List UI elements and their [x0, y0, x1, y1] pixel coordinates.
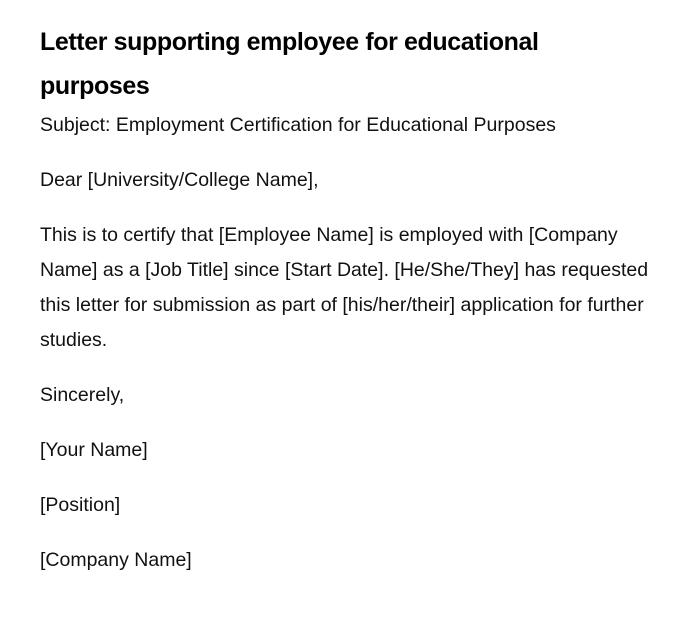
closing: Sincerely,	[40, 384, 125, 406]
signature-position: [Position]	[40, 494, 121, 516]
letter-document	[40, 20, 650, 598]
signature-name: [Your Name]	[40, 439, 148, 461]
signature-company: [Company Name]	[40, 549, 192, 571]
subject-line: Subject: Employment Certification for Educational Purposes	[40, 114, 556, 136]
body-paragraph: This is to certify that [Employee Name] is employed with [Company Name] as a [Job Title] since [Start Date]. [He/She/They] has requested this letter for submission as part of [his/her/their] application for further studies.	[40, 224, 649, 351]
document-title: Letter supporting employee for educational purposes	[40, 28, 539, 100]
salutation: Dear [University/College Name],	[40, 169, 319, 191]
